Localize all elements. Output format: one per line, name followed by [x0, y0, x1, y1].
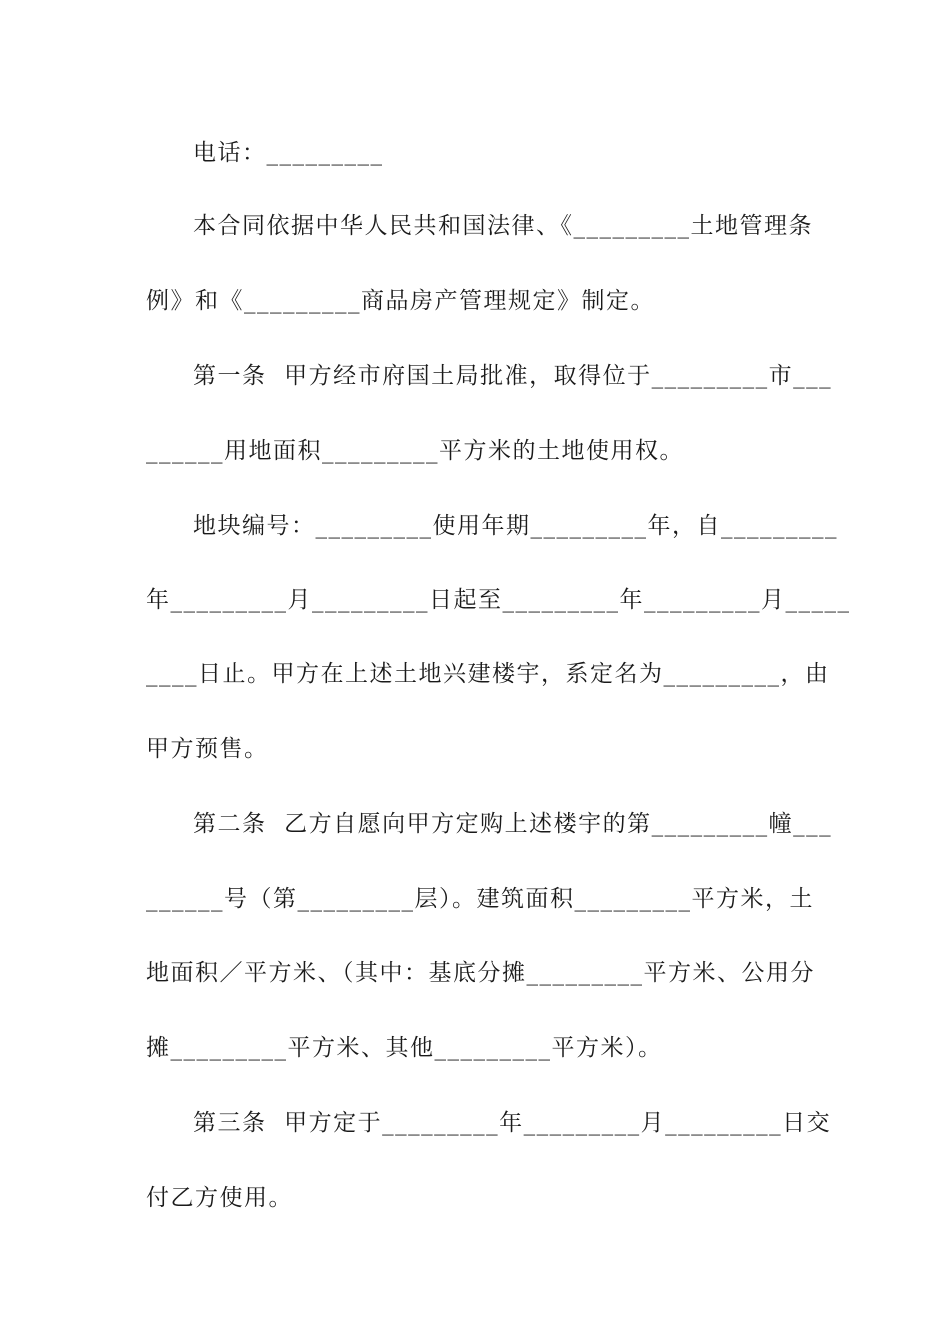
text-line: 地面积／平方米、（其中：基底分摊_________平方米、公用分: [146, 960, 815, 986]
parcel-line-1: [193, 506, 853, 546]
parcel-line-3: [146, 654, 846, 694]
basis-line-2: [146, 281, 846, 321]
text-line: ____日止。甲方在上述土地兴建楼宇，系定名为_________，由: [146, 661, 830, 687]
text-line: 付乙方使用。: [146, 1185, 293, 1211]
article-2-line-4: [146, 1028, 846, 1068]
text-line: 第二条 乙方自愿向甲方定购上述楼宇的第_________幢___: [193, 811, 833, 837]
article-1-line-1: [193, 356, 853, 396]
article-2-line-1: [193, 804, 853, 844]
text-line: 甲方预售。: [146, 736, 269, 762]
text-line: 第一条 甲方经市府国土局批准，取得位于_________市___: [193, 363, 833, 389]
parcel-line-2: [146, 580, 851, 620]
text-line: 本合同依据中华人民共和国法律、《_________土地管理条: [193, 213, 813, 239]
text-line: ______号（第_________层）。建筑面积_________平方米，土: [146, 886, 814, 912]
text-line: 例》和《_________商品房产管理规定》制定。: [146, 288, 655, 314]
text-line: 电话：_________: [193, 140, 384, 166]
phone-line: [193, 133, 893, 173]
text-line: 摊_________平方米、其他_________平方米）。: [146, 1035, 663, 1061]
article-3-line-2: [146, 1178, 846, 1218]
text-line: ______用地面积_________平方米的土地使用权。: [146, 438, 684, 464]
parcel-line-4: [146, 729, 846, 769]
text-line: 地块编号：_________使用年期_________年，自_________: [193, 513, 838, 539]
article-1-line-2: [146, 431, 846, 471]
text-line: 年_________月_________日起至_________年_________月_____: [146, 587, 851, 613]
text-line: 第三条 甲方定于_________年_________月_________日交: [193, 1110, 832, 1136]
article-2-line-2: [146, 879, 846, 919]
basis-line-1: [193, 206, 853, 246]
article-3-line-1: [193, 1103, 853, 1143]
article-2-line-3: [146, 953, 846, 993]
